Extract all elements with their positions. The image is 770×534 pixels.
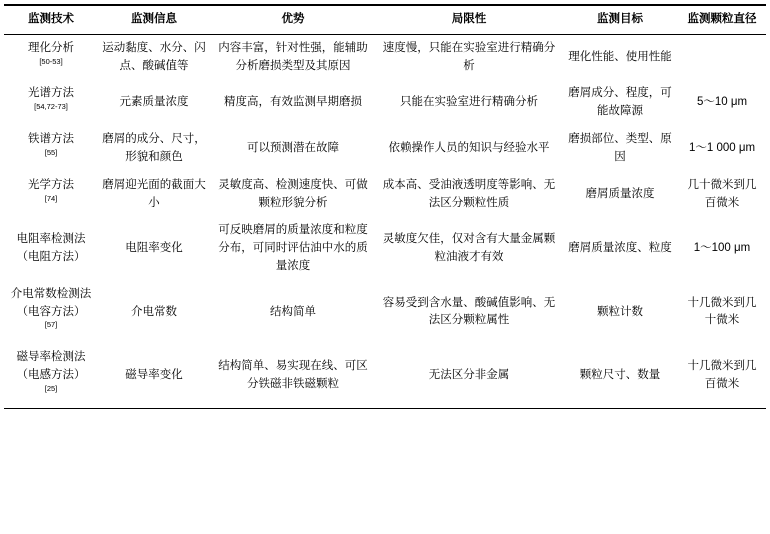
technique-label: 铁谱方法 [28, 133, 74, 146]
cell-diameter: 十几微米到几十微米 [687, 296, 757, 327]
cell-target: 磨屑质量浓度 [585, 187, 655, 200]
cell-technique [4, 217, 98, 280]
cell-information: 元素质量浓度 [119, 96, 189, 109]
cell-information: 电阻率变化 [125, 242, 183, 255]
technique-reference: [55] [44, 148, 58, 158]
cell-advantage: 结构简单 [270, 305, 316, 318]
column-header-diameter: 监测颗粒直径 [687, 13, 757, 25]
table-row [4, 281, 766, 344]
cell-technique [4, 126, 98, 172]
cell-advantage: 灵敏度高、检测速度快、可做颗粒形貌分析 [218, 178, 368, 209]
cell-diameter: 几十微米到几百微米 [687, 178, 757, 209]
cell-target: 磨损部位、类型、原因 [568, 133, 672, 163]
cell-advantage: 可反映磨屑的质量浓度和粒度分布，可同时评估油中水的质量浓度 [218, 224, 368, 272]
cell-technique [4, 281, 98, 344]
cell-limitation: 容易受到含水量、酸碱值影响、无法区分颗粒属性 [382, 296, 556, 327]
cell-limitation: 速度慢，只能在实验室进行精确分析 [382, 41, 556, 72]
cell-diameter [678, 35, 766, 81]
technique-reference: [25] [44, 383, 58, 393]
cell-information: 运动黏度、水分、闪点、酸碱值等 [102, 41, 206, 72]
technique-reference: [74] [44, 193, 58, 203]
cell-technique [4, 172, 98, 218]
cell-technique [4, 344, 98, 407]
technique-reference: [50-53] [39, 56, 63, 66]
table-row [4, 35, 766, 81]
table-row [4, 217, 766, 280]
technique-label: 光谱方法 [28, 87, 74, 100]
monitoring-technology-table [4, 6, 766, 34]
monitoring-technology-table-body [4, 35, 766, 408]
cell-diameter: 1～100 μm [693, 242, 751, 255]
cell-diameter: 5～10 μm [696, 96, 748, 109]
cell-limitation: 依赖操作人员的知识与经验水平 [388, 141, 550, 154]
table-row [4, 344, 766, 407]
cell-limitation: 只能在实验室进行精确分析 [400, 96, 538, 109]
column-header-advantage: 优势 [281, 13, 305, 25]
technique-reference: [54,72-73] [34, 102, 68, 112]
cell-limitation: 灵敏度欠佳，仅对含有大量金属颗粒油液才有效 [382, 233, 556, 264]
cell-limitation: 无法区分非金属 [428, 369, 510, 381]
cell-information: 磨屑的成分、尺寸，形貌和颜色 [102, 133, 206, 163]
cell-target: 磨屑质量浓度、粒度 [568, 242, 672, 255]
column-header-technique: 监测技术 [28, 13, 74, 25]
table-header [4, 6, 766, 34]
table-row [4, 126, 766, 172]
cell-technique [4, 80, 98, 126]
cell-advantage: 可以预测潜在故障 [247, 141, 339, 154]
cell-target: 颗粒计数 [597, 305, 643, 318]
table-bottom-rule [4, 408, 766, 409]
cell-advantage: 内容丰富，针对性强，能辅助分析磨损类型及其原因 [218, 41, 368, 72]
cell-target: 理化性能、使用性能 [568, 50, 672, 63]
technique-label: 光学方法 [28, 178, 74, 191]
table-row [4, 172, 766, 218]
cell-information: 介电常数 [131, 305, 177, 318]
table-header-row [4, 6, 766, 34]
column-header-target: 监测目标 [597, 13, 643, 25]
table-body [4, 35, 766, 408]
cell-technique [4, 35, 98, 81]
table-row [4, 80, 766, 126]
technique-label: 介电常数检测法（电容方法） [10, 287, 92, 318]
column-header-limitation: 局限性 [451, 13, 487, 25]
cell-target: 磨屑成分、程度，可能故障源 [568, 87, 672, 118]
document-page [0, 4, 770, 534]
cell-advantage: 精度高，有效监测早期磨损 [224, 96, 362, 109]
cell-limitation: 成本高、受油液透明度等影响、无法区分颗粒性质 [382, 178, 556, 209]
cell-advantage: 结构简单、易实现在线、可区分铁磁非铁磁颗粒 [218, 360, 368, 390]
technique-label: 理化分析 [28, 41, 74, 54]
cell-diameter: 1～1 000 μm [688, 141, 756, 154]
technique-label: 电阻率检测法（电阻方法） [16, 233, 86, 264]
technique-reference: [57] [44, 320, 58, 330]
cell-diameter: 十几微米到几百微米 [687, 360, 757, 390]
technique-label: 磁导率检测法（电感方法） [16, 351, 86, 381]
cell-information: 磨屑迎光面的截面大小 [102, 178, 206, 209]
column-header-information: 监测信息 [131, 13, 177, 25]
cell-information: 磁导率变化 [125, 369, 183, 381]
cell-target: 颗粒尺寸、数量 [579, 369, 661, 381]
